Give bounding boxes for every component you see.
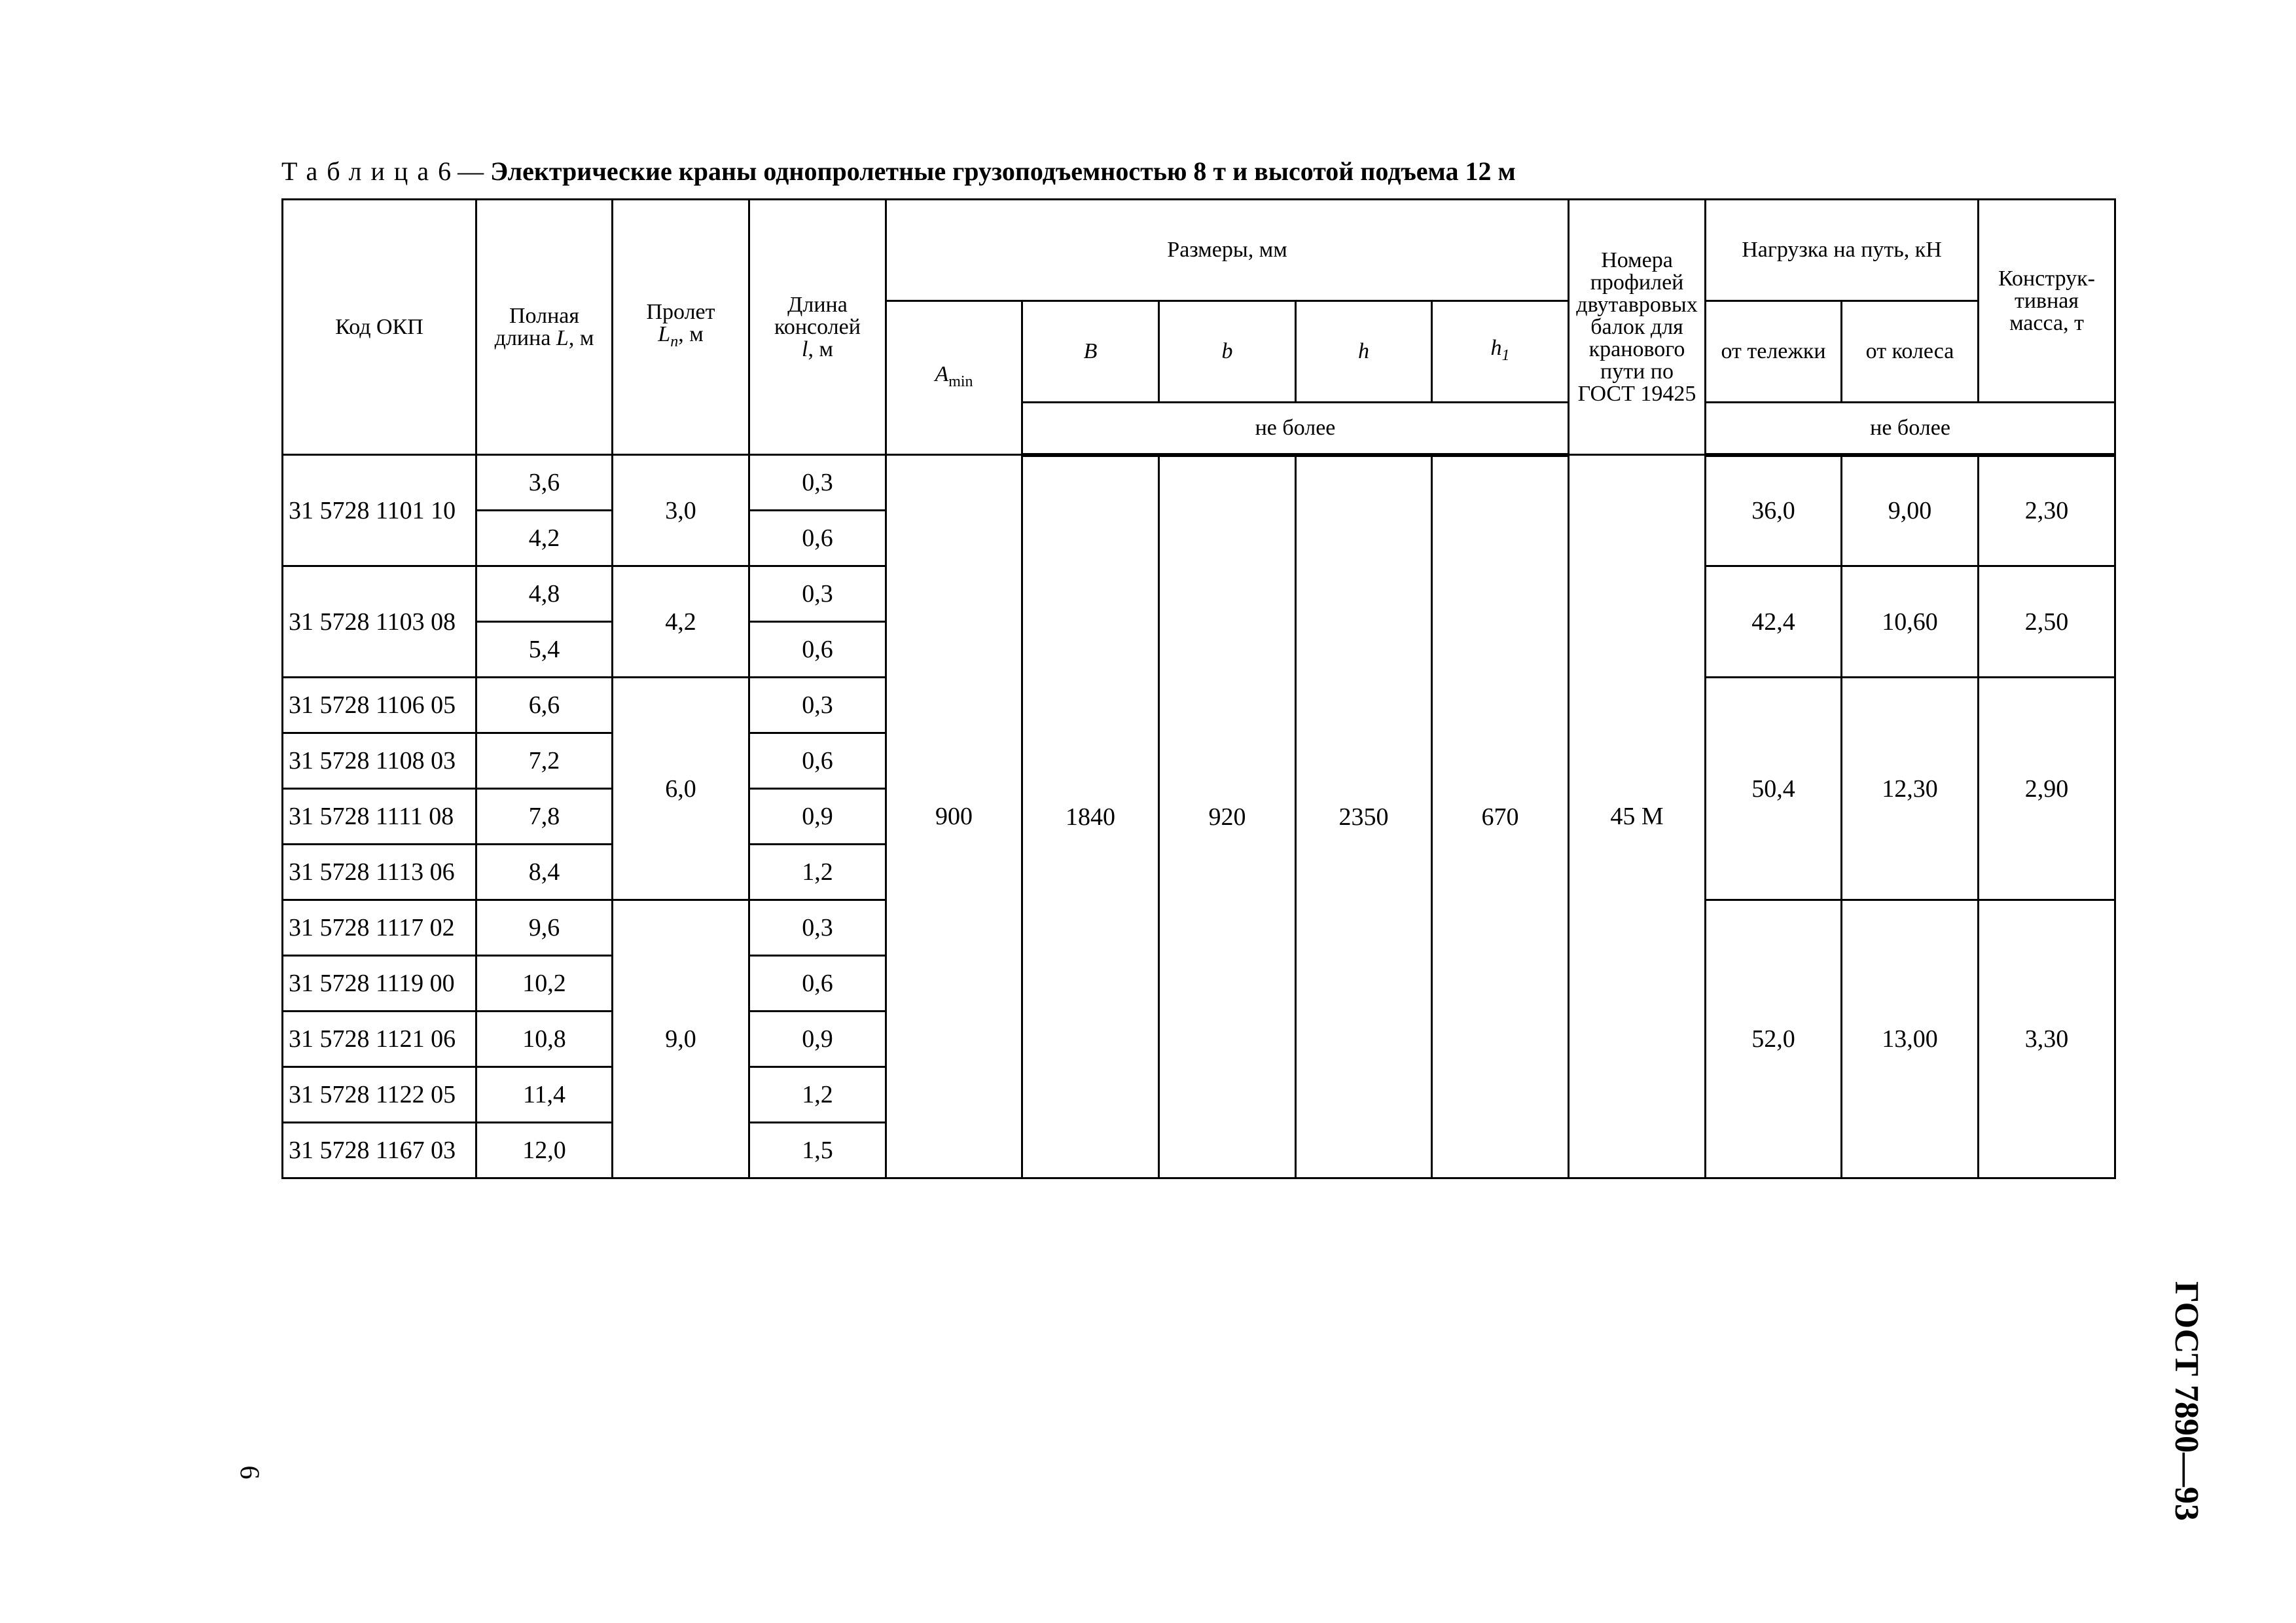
span-value: 3,0 bbox=[613, 455, 749, 566]
header-console-line1: Длина bbox=[787, 292, 848, 317]
header-h1-var: h bbox=[1490, 335, 1502, 360]
full-length: 6,6 bbox=[476, 678, 613, 733]
mass-value: 2,50 bbox=[1979, 566, 2115, 678]
okp-code: 31 5728 1113 06 bbox=[283, 845, 476, 900]
header-full-length-var: L bbox=[556, 325, 569, 350]
okp-code: 31 5728 1111 08 bbox=[283, 789, 476, 845]
full-length: 7,2 bbox=[476, 733, 613, 789]
profile-value: 45 М bbox=[1569, 455, 1706, 1178]
console-length: 1,2 bbox=[749, 1067, 886, 1123]
crane-table bbox=[281, 198, 2116, 1179]
header-span-unit: , м bbox=[678, 322, 704, 347]
load-wheel-value: 10,60 bbox=[1842, 566, 1979, 678]
console-length: 0,9 bbox=[749, 789, 886, 845]
header-dimensions: Размеры, мм bbox=[886, 200, 1569, 301]
span-value: 6,0 bbox=[613, 678, 749, 900]
console-length: 0,6 bbox=[749, 733, 886, 789]
load-trolley-value: 42,4 bbox=[1706, 566, 1842, 678]
header-span-line1: Пролет bbox=[646, 300, 715, 325]
okp-code: 31 5728 1167 03 bbox=[283, 1123, 476, 1178]
h1-value: 670 bbox=[1432, 455, 1569, 1178]
okp-code: 31 5728 1106 05 bbox=[283, 678, 476, 733]
console-length: 0,3 bbox=[749, 566, 886, 622]
header-b: b bbox=[1159, 301, 1296, 403]
okp-code: 31 5728 1122 05 bbox=[283, 1067, 476, 1123]
mass-value: 2,30 bbox=[1979, 455, 2115, 566]
full-length: 10,2 bbox=[476, 956, 613, 1012]
header-h1 bbox=[1432, 301, 1569, 403]
console-length: 0,3 bbox=[749, 678, 886, 733]
console-length: 0,9 bbox=[749, 1012, 886, 1067]
load-trolley-value: 52,0 bbox=[1706, 900, 1842, 1178]
table-row bbox=[283, 455, 2115, 511]
caption-title: Электрические краны однопролетные грузоподъемностью 8 т и высотой подъема 12 м bbox=[490, 156, 1516, 186]
header-code: Код ОКП bbox=[283, 200, 476, 455]
caption-prefix: Таблица bbox=[281, 156, 439, 186]
header-full-length bbox=[476, 200, 613, 455]
caption-dash: — bbox=[451, 156, 491, 186]
header-B: B bbox=[1022, 301, 1159, 403]
header-h1-sub: 1 bbox=[1501, 346, 1510, 364]
header-load: Нагрузка на путь, кН bbox=[1706, 200, 1979, 301]
header-console bbox=[749, 200, 886, 455]
console-length: 1,5 bbox=[749, 1123, 886, 1178]
console-length: 0,6 bbox=[749, 622, 886, 678]
mass-value: 3,30 bbox=[1979, 900, 2115, 1178]
header-not-more-load: не более bbox=[1706, 403, 2115, 455]
console-length: 0,6 bbox=[749, 511, 886, 566]
header-load-trolley: от тележки bbox=[1706, 301, 1842, 403]
header-span bbox=[613, 200, 749, 455]
span-value: 4,2 bbox=[613, 566, 749, 678]
amin-value: 900 bbox=[886, 455, 1022, 1178]
load-wheel-value: 13,00 bbox=[1842, 900, 1979, 1178]
console-length: 0,3 bbox=[749, 455, 886, 511]
b-value: 920 bbox=[1159, 455, 1296, 1178]
mass-value: 2,90 bbox=[1979, 678, 2115, 900]
console-length: 0,6 bbox=[749, 956, 886, 1012]
full-length: 7,8 bbox=[476, 789, 613, 845]
full-length: 5,4 bbox=[476, 622, 613, 678]
load-trolley-value: 50,4 bbox=[1706, 678, 1842, 900]
header-h: h bbox=[1296, 301, 1432, 403]
span-value: 9,0 bbox=[613, 900, 749, 1178]
full-length: 9,6 bbox=[476, 900, 613, 956]
full-length: 10,8 bbox=[476, 1012, 613, 1067]
okp-code: 31 5728 1121 06 bbox=[283, 1012, 476, 1067]
full-length: 4,2 bbox=[476, 511, 613, 566]
B-value: 1840 bbox=[1022, 455, 1159, 1178]
header-console-unit: , м bbox=[808, 337, 833, 361]
okp-code: 31 5728 1108 03 bbox=[283, 733, 476, 789]
page-number: 6 bbox=[234, 1465, 264, 1480]
full-length: 4,8 bbox=[476, 566, 613, 622]
full-length: 3,6 bbox=[476, 455, 613, 511]
header-not-more-dims: не более bbox=[1022, 403, 1569, 455]
load-wheel-value: 12,30 bbox=[1842, 678, 1979, 900]
header-console-line2: консолей bbox=[774, 314, 861, 339]
console-length: 1,2 bbox=[749, 845, 886, 900]
h-value: 2350 bbox=[1296, 455, 1432, 1178]
header-full-length-line2: длина bbox=[494, 325, 556, 350]
okp-code: 31 5728 1101 10 bbox=[283, 455, 476, 566]
load-trolley-value: 36,0 bbox=[1706, 455, 1842, 566]
header-load-wheel: от колеса bbox=[1842, 301, 1979, 403]
full-length: 11,4 bbox=[476, 1067, 613, 1123]
header-full-length-unit: , м bbox=[568, 325, 594, 350]
load-wheel-value: 9,00 bbox=[1842, 455, 1979, 566]
caption-number: 6 bbox=[438, 156, 452, 186]
header-full-length-line1: Полная bbox=[509, 303, 579, 328]
okp-code: 31 5728 1117 02 bbox=[283, 900, 476, 956]
console-length: 0,3 bbox=[749, 900, 886, 956]
header-amin bbox=[886, 301, 1022, 455]
full-length: 8,4 bbox=[476, 845, 613, 900]
okp-code: 31 5728 1103 08 bbox=[283, 566, 476, 678]
header-mass: Конструк-тивная масса, т bbox=[1979, 200, 2115, 403]
header-amin-var: A bbox=[935, 361, 949, 386]
header-span-var: L bbox=[658, 322, 671, 347]
full-length: 12,0 bbox=[476, 1123, 613, 1178]
header-console-var: l bbox=[802, 337, 808, 361]
header-profiles: Номера профилей двутавровых балок для кранового пути по ГОСТ 19425 bbox=[1569, 200, 1706, 455]
okp-code: 31 5728 1119 00 bbox=[283, 956, 476, 1012]
header-amin-sub: min bbox=[948, 373, 973, 390]
table-caption bbox=[281, 153, 1516, 190]
document-code: ГОСТ 7890—93 bbox=[2168, 1281, 2205, 1522]
header-span-sub: п bbox=[670, 333, 679, 350]
